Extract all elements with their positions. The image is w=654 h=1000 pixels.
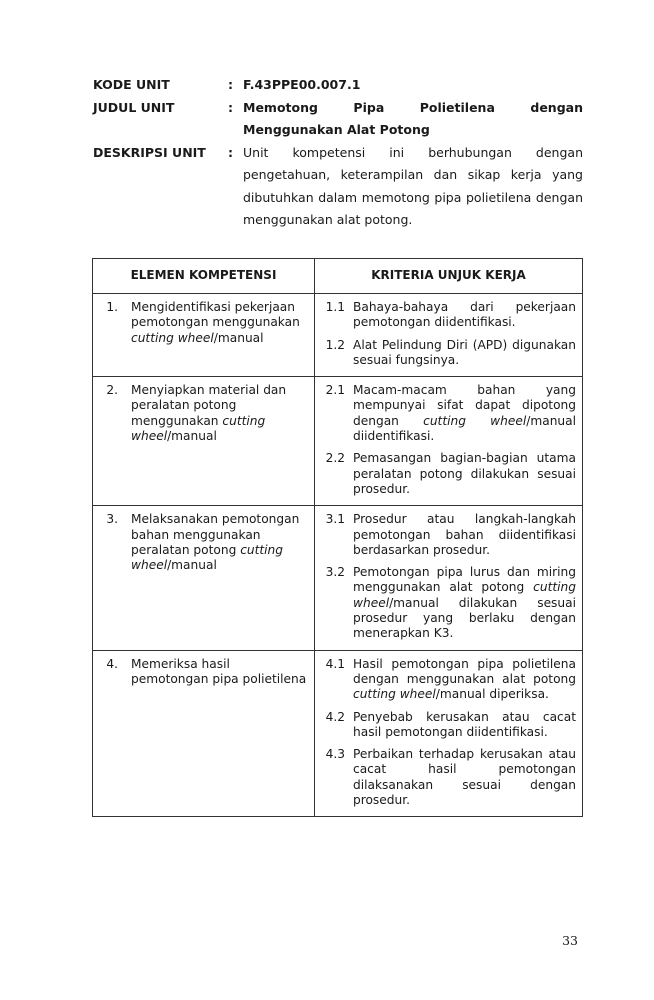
criteria-number: 3.1 — [325, 512, 345, 527]
element-number: 2. — [106, 383, 118, 398]
criteria-cell — [315, 650, 583, 817]
italic-term: cutting wheel — [131, 413, 266, 444]
criteria-text — [353, 747, 576, 808]
table-row — [93, 650, 583, 817]
text-segment: Pemasangan bagian-bagian utama peralatan potong dilakukan sesuai prosedur. — [353, 451, 576, 496]
criteria-number: 2.1 — [325, 383, 345, 398]
deskripsi-unit-label: DESKRIPSI UNIT — [93, 144, 206, 160]
competency-table — [92, 258, 583, 817]
text-segment: Menyiapkan material dan peralatan potong menggunakan — [131, 383, 287, 428]
italic-term: cutting wheel — [353, 580, 576, 610]
element-cell — [93, 506, 315, 650]
criteria-text — [353, 383, 576, 444]
page-number: 33 — [562, 933, 578, 948]
criteria-item — [315, 565, 576, 641]
judul-unit-row — [93, 97, 583, 142]
element-number: 1. — [106, 300, 118, 314]
criteria-cell — [315, 294, 583, 377]
deskripsi-unit-colon: : — [228, 144, 233, 160]
table-header-row — [93, 259, 583, 294]
criteria-item — [315, 747, 576, 808]
text-segment: Perbaikan terhadap kerusakan atau cacat hasil pemotongan dilaksanakan sesuai dengan prosedur. — [353, 747, 576, 808]
element-number: 4. — [106, 656, 118, 671]
judul-unit-value: Memotong Pipa Polietilena dengan Menggunakan Alat Potong — [243, 99, 583, 137]
text-segment: /manual diidentifikasi. — [353, 413, 577, 444]
criteria-number: 4.1 — [325, 656, 345, 671]
criteria-text — [353, 512, 576, 558]
text-segment: Macam-macam bahan yang mempunyai sifat dapat dipotong dengan — [353, 383, 576, 428]
criteria-number: 1.1 — [325, 300, 345, 314]
element-item — [93, 657, 308, 688]
criteria-item — [315, 451, 576, 497]
element-text — [131, 383, 308, 444]
criteria-item — [315, 338, 576, 369]
text-segment: /manual — [167, 429, 217, 444]
text-segment: Alat Pelindung Diri (APD) digunakan sesuai fungsinya. — [353, 337, 576, 367]
text-segment: Prosedur atau langkah-langkah pemotongan bahan diidentifikasi berdasarkan prosedur. — [353, 512, 576, 557]
criteria-text — [353, 300, 576, 331]
criteria-cell — [315, 506, 583, 650]
judul-unit-label: JUDUL UNIT — [93, 99, 175, 115]
criteria-text — [353, 338, 576, 369]
table-row — [93, 294, 583, 377]
element-text — [131, 512, 308, 573]
deskripsi-unit-row — [93, 142, 583, 232]
table-row — [93, 377, 583, 506]
text-segment: Penyebab kerusakan atau cacat hasil pemotongan diidentifikasi. — [353, 709, 576, 739]
text-segment: /manual — [213, 330, 264, 345]
criteria-number: 4.2 — [325, 709, 345, 724]
element-item — [93, 512, 308, 573]
criteria-number: 1.2 — [325, 337, 345, 352]
text-segment: Pemotongan pipa lurus dan miring menggunakan alat potong — [353, 565, 576, 595]
italic-term: cutting wheel — [131, 330, 214, 345]
table-body — [93, 294, 583, 817]
criteria-item — [315, 300, 576, 331]
criteria-number: 2.2 — [325, 451, 345, 466]
table-row — [93, 506, 583, 650]
elemen-kompetensi-header: ELEMEN KOMPETENSI — [93, 259, 315, 294]
criteria-number: 4.3 — [325, 747, 345, 762]
text-segment: Hasil pemotongan pipa polietilena dengan menggunakan alat potong — [353, 656, 576, 686]
criteria-item — [315, 383, 576, 444]
text-segment: Mengidentifikasi pekerjaan pemotongan menggunakan — [131, 300, 300, 330]
element-cell — [93, 377, 315, 506]
kode-unit-value: F.43PPE00.007.1 — [243, 77, 361, 92]
element-cell — [93, 650, 315, 817]
text-segment: Melaksanakan pemotongan bahan menggunakan peralatan potong — [131, 512, 300, 557]
element-item — [93, 383, 308, 444]
kode-unit-colon: : — [228, 77, 233, 92]
text-segment: /manual diperiksa. — [435, 687, 549, 702]
italic-term: cutting wheel — [423, 413, 527, 428]
text-segment: /manual — [167, 558, 217, 573]
criteria-item — [315, 710, 576, 741]
judul-unit-colon: : — [228, 99, 233, 115]
element-cell — [93, 294, 315, 377]
kode-unit-label: KODE UNIT — [93, 77, 170, 92]
criteria-cell — [315, 377, 583, 506]
italic-term: cutting wheel — [131, 542, 284, 573]
kode-unit-row — [93, 74, 583, 97]
criteria-item — [315, 512, 576, 558]
text-segment: Memeriksa hasil pemotongan pipa polietilena — [131, 656, 307, 686]
text-segment: Bahaya-bahaya dari pekerjaan pemotongan diidentifikasi. — [353, 300, 576, 330]
element-text — [131, 300, 308, 346]
deskripsi-unit-value: Unit kompetensi ini berhubungan dengan pengetahuan, keterampilan dan sikap kerja yang dibutuhkan dalam memotong pipa polietilena dengan menggunakan alat potong. — [243, 144, 583, 227]
element-number: 3. — [106, 512, 118, 527]
kriteria-unjuk-kerja-header: KRITERIA UNJUK KERJA — [315, 259, 583, 294]
criteria-item — [315, 657, 576, 703]
unit-header — [93, 74, 583, 232]
criteria-text — [353, 565, 576, 641]
text-segment: /manual dilakukan sesuai prosedur yang berlaku dengan menerapkan K3. — [353, 595, 576, 641]
italic-term: cutting wheel — [353, 687, 436, 702]
criteria-text — [353, 710, 576, 741]
criteria-text — [353, 657, 576, 703]
element-text — [131, 657, 308, 688]
criteria-number: 3.2 — [325, 565, 345, 580]
criteria-text — [353, 451, 576, 497]
element-item — [93, 300, 308, 346]
